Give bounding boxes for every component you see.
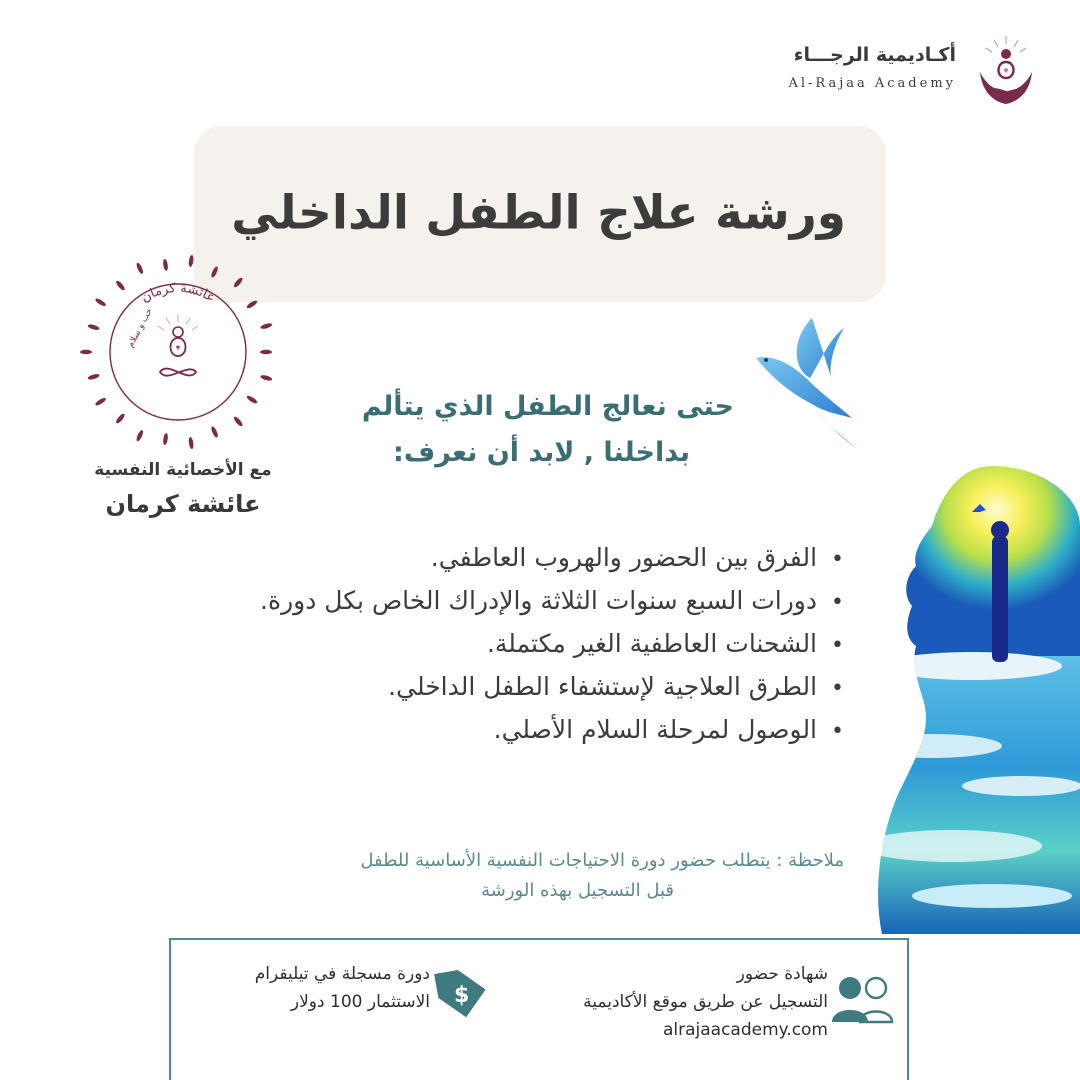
badge-petal	[135, 262, 144, 275]
dove-icon	[752, 308, 862, 452]
list-item-text: الشحنات العاطفية الغير مكتملة.	[486, 629, 818, 658]
list-item-text: الفرق بين الحضور والهروب العاطفي.	[430, 543, 818, 572]
badge-petal	[94, 397, 106, 407]
badge-petal	[162, 259, 168, 272]
list-item-text: الطرق العلاجية لإستشفاء الطفل الداخلي.	[388, 672, 818, 701]
badge-petal	[94, 297, 106, 307]
list-item	[84, 665, 844, 708]
certificate-label: شهادة حضور	[736, 964, 828, 984]
meditation-icon	[158, 314, 198, 376]
badge-petal	[233, 277, 244, 289]
badge-text: عائشة كرمان	[138, 280, 218, 306]
intro-line-1: حتى نعالج الطفل الذي يتألم	[361, 391, 734, 422]
inner-child-illustration	[872, 466, 1080, 934]
badge-petal	[260, 374, 273, 382]
bullet-dot: •	[831, 719, 844, 744]
badge-motto: حب و سلام	[125, 306, 155, 350]
badge-petal	[246, 395, 258, 405]
people-icon	[832, 974, 898, 1024]
list-item-text: دورات السبع سنوات الثلاثة والإدراك الخاص بكل دورة.	[260, 586, 818, 615]
badge-petal	[87, 373, 100, 381]
badge-petal	[115, 280, 126, 292]
registration-label: التسجيل عن طريق موقع الأكاديمية	[583, 992, 828, 1012]
badge-petal	[210, 426, 219, 439]
bullet-dot: •	[831, 547, 844, 572]
title-banner	[194, 126, 886, 302]
badge-petal	[260, 350, 272, 354]
academy-name-english: Al-Rajaa Academy	[788, 76, 956, 91]
badge-petal	[246, 299, 258, 309]
list-item	[84, 708, 844, 751]
currency-symbol: $	[454, 983, 470, 1008]
prerequisite-note	[204, 846, 844, 906]
instructor-badge	[78, 252, 278, 452]
academy-name-arabic: أكـاديمية الرجـــاء	[793, 44, 956, 66]
bullet-dot: •	[831, 590, 844, 615]
badge-petal	[233, 416, 244, 428]
note-line-1: ملاحظة : يتطلب حضور دورة الاحتياجات النفسية الأساسية للطفل	[360, 850, 844, 871]
list-item	[84, 536, 844, 579]
topics-list	[84, 536, 844, 751]
list-item	[84, 579, 844, 622]
badge-petal	[115, 413, 126, 425]
badge-petal	[260, 322, 273, 330]
badge-petal	[87, 323, 100, 331]
intro-text	[274, 384, 734, 476]
badge-petal	[162, 433, 168, 446]
badge-petal	[80, 350, 92, 354]
badge-petal	[188, 255, 194, 268]
bullet-dot: •	[831, 633, 844, 658]
instructor-role: مع الأخصائية النفسية	[94, 460, 272, 480]
intro-line-2: بداخلنا , لابد أن نعرف:	[393, 437, 690, 468]
instructor-name: عائشة كرمان	[105, 490, 261, 518]
badge-petal	[210, 266, 219, 279]
course-type-label: دورة مسجلة في تيليقرام	[254, 964, 430, 984]
website-link[interactable]: alrajaacademy.com	[662, 1020, 828, 1040]
badge-petal	[188, 437, 194, 450]
svg-text:عائشة كرمان	[139, 281, 218, 306]
page-title: ورشة علاج الطفل الداخلي	[231, 185, 846, 241]
price-tag-icon	[432, 966, 488, 1022]
list-item	[84, 622, 844, 665]
badge-petal	[135, 429, 144, 442]
price-label: الاستثمار 100 دولار	[290, 992, 430, 1012]
academy-logo-icon	[974, 32, 1038, 110]
bullet-dot: •	[831, 676, 844, 701]
note-line-2: قبل التسجيل بهذه الورشة	[481, 880, 674, 901]
list-item-text: الوصول لمرحلة السلام الأصلي.	[493, 715, 818, 744]
